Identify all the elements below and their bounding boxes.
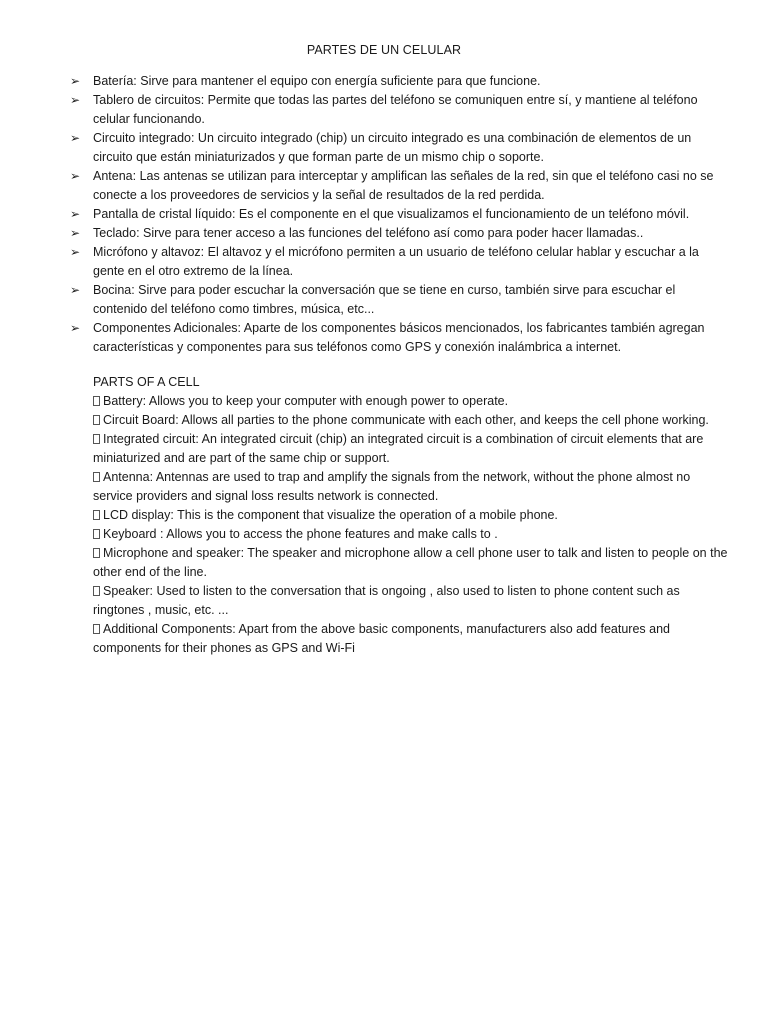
list-item xyxy=(70,281,730,319)
arrow-bullet-icon: ➢ xyxy=(70,207,81,221)
list-item xyxy=(93,392,733,411)
list-item-text: Additional Components: Apart from the above basic components, manufacturers also add features and components for their phones as GPS and Wi-Fi xyxy=(93,622,670,655)
list-item xyxy=(70,167,730,205)
list-item-text: Integrated circuit: An integrated circuit (chip) an integrated circuit is a combination of circuit elements that are miniaturized and are part of the same chip or support. xyxy=(93,432,704,465)
arrow-bullet-icon: ➢ xyxy=(70,169,81,183)
arrow-bullet-icon: ➢ xyxy=(70,283,81,297)
list-item-text: Teclado: Sirve para tener acceso a las funciones del teléfono así como para poder hacer llamadas.. xyxy=(93,226,644,240)
list-item-text: Componentes Adicionales: Aparte de los componentes básicos mencionados, los fabricantes también agregan características y componentes para sus teléfonos como GPS y conexión inalámbrica a internet. xyxy=(93,321,705,354)
list-item xyxy=(70,319,730,357)
list-item-text: Speaker: Used to listen to the conversation that is ongoing , also used to listen to phone content such as ringtones , music, etc. ... xyxy=(93,584,680,617)
list-item xyxy=(93,620,733,658)
list-item-text: Pantalla de cristal líquido: Es el componente en el que visualizamos el funcionamiento de un teléfono móvil. xyxy=(93,207,690,221)
list-item-text: Bocina: Sirve para poder escuchar la conversación que se tiene en curso, también sirve para escuchar el contenido del teléfono como timbres, música, etc... xyxy=(93,283,676,316)
arrow-bullet-icon: ➢ xyxy=(70,131,81,145)
list-item-text: Batería: Sirve para mantener el equipo con energía suficiente para que funcione. xyxy=(93,74,541,88)
list-item-text: Antenna: Antennas are used to trap and amplify the signals from the network, without the phone almost no service providers and signal loss results network is connected. xyxy=(93,470,691,503)
list-item xyxy=(70,72,730,91)
list-item xyxy=(93,506,733,525)
list-item xyxy=(70,243,730,281)
list-item-text: Tablero de circuitos: Permite que todas las partes del teléfono se comuniquen entre sí, y mantiene al teléfono celular funcionando. xyxy=(93,93,698,126)
list-item-text: Circuito integrado: Un circuito integrado (chip) un circuito integrado es una combinación de elementos de un circuito que están miniaturizados y que forman parte de un mismo chip o soporte. xyxy=(93,131,692,164)
list-item xyxy=(93,544,733,582)
missing-glyph-box-icon xyxy=(93,415,100,425)
missing-glyph-box-icon xyxy=(93,510,100,520)
missing-glyph-box-icon xyxy=(93,434,100,444)
list-item xyxy=(93,430,733,468)
list-item xyxy=(70,205,730,224)
list-item-text: Antena: Las antenas se utilizan para interceptar y amplifican las señales de la red, sin que el teléfono casi no se conecte a los proveedores de servicios y la señal de resultados de la red perdida. xyxy=(93,169,714,202)
list-item-text: Micrófono y altavoz: El altavoz y el micrófono permiten a un usuario de teléfono celular hablar y escuchar a la gente en el otro extremo de la línea. xyxy=(93,245,699,278)
english-parts-list xyxy=(93,392,733,658)
list-item-text: Circuit Board: Allows all parties to the phone communicate with each other, and keeps the cell phone working. xyxy=(103,413,709,427)
list-item xyxy=(93,525,733,544)
english-section xyxy=(93,373,733,658)
list-item-text: Microphone and speaker: The speaker and microphone allow a cell phone user to talk and listen to people on the other end of the line. xyxy=(93,546,728,579)
list-item xyxy=(93,411,733,430)
list-item xyxy=(93,468,733,506)
section-heading: PARTS OF A CELL xyxy=(93,375,200,389)
missing-glyph-box-icon xyxy=(93,472,100,482)
list-item-text: Battery: Allows you to keep your computer with enough power to operate. xyxy=(103,394,509,408)
list-item xyxy=(70,224,730,243)
list-item xyxy=(70,129,730,167)
arrow-bullet-icon: ➢ xyxy=(70,93,81,107)
missing-glyph-box-icon xyxy=(93,529,100,539)
list-item-text: LCD display: This is the component that visualize the operation of a mobile phone. xyxy=(103,508,558,522)
list-item xyxy=(93,582,733,620)
spanish-parts-list xyxy=(70,72,730,357)
arrow-bullet-icon: ➢ xyxy=(70,74,81,88)
missing-glyph-box-icon xyxy=(93,624,100,634)
list-item xyxy=(70,91,730,129)
list-item-text: Keyboard : Allows you to access the phone features and make calls to . xyxy=(103,527,498,541)
arrow-bullet-icon: ➢ xyxy=(70,321,81,335)
arrow-bullet-icon: ➢ xyxy=(70,226,81,240)
missing-glyph-box-icon xyxy=(93,396,100,406)
missing-glyph-box-icon xyxy=(93,548,100,558)
missing-glyph-box-icon xyxy=(93,586,100,596)
document-title: PARTES DE UN CELULAR xyxy=(306,43,462,57)
arrow-bullet-icon: ➢ xyxy=(70,245,81,259)
